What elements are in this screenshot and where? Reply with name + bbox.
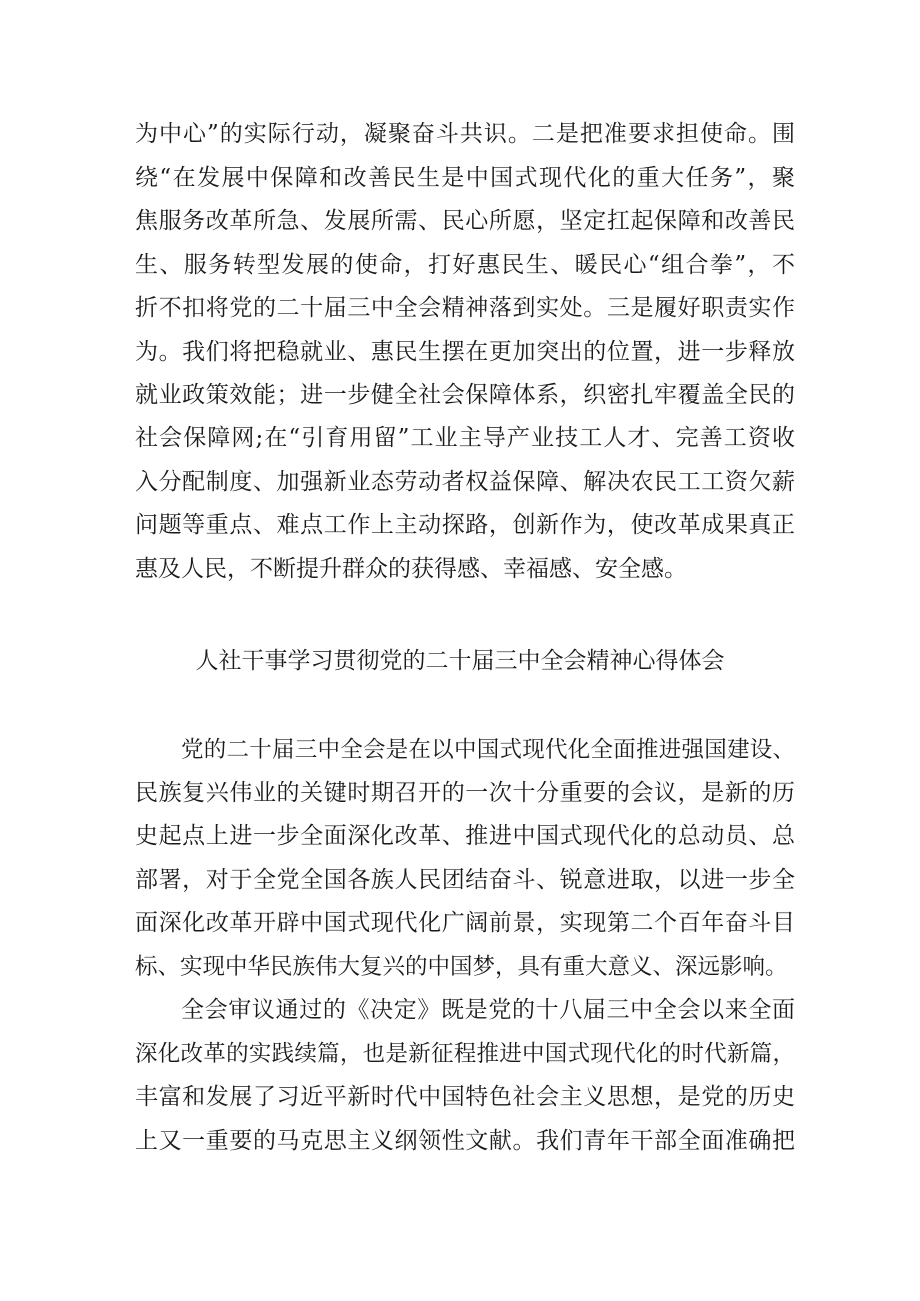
text-line: 民族复兴伟业的关键时期召开的一次十分重要的会议，是新的历 (135, 780, 795, 806)
text-line: 史起点上进一步全面深化改革、推进中国式现代化的总动员、总 (135, 823, 795, 849)
text-line: 绕“在发展中保障和改善民生是中国式现代化的重大任务”，聚 (135, 165, 795, 191)
text-line: 全会审议通过的《决定》既是党的十八届三中全会以来全面 (181, 997, 795, 1023)
text-line: 党的二十届三中全会是在以中国式现代化全面推进强国建设、 (181, 737, 795, 763)
text-line: 面深化改革开辟中国式现代化广阔前景，实现第二个百年奋斗目 (135, 910, 795, 936)
text-line: 折不扣将党的二十届三中全会精神落到实处。三是履好职责实作 (135, 295, 795, 321)
text-line: 丰富和发展了习近平新时代中国特色社会主义思想，是党的历史 (135, 1084, 795, 1110)
text-line: 入分配制度、加强新业态劳动者权益保障、解决农民工工资欠薪 (135, 469, 795, 495)
text-line: 标、实现中华民族伟大复兴的中国梦，具有重大意义、深远影响。 (135, 954, 788, 980)
text-line: 为。我们将把稳就业、惠民生摆在更加突出的位置，进一步释放 (135, 339, 795, 365)
text-line: 社会保障网;在“引育用留”工业主导产业技工人才、完善工资收 (135, 425, 795, 451)
text-line: 为中心”的实际行动，凝聚奋斗共识。二是把准要求担使命。围 (135, 121, 795, 147)
text-line: 就业政策效能；进一步健全社会保障体系，织密扎牢覆盖全民的 (135, 382, 795, 408)
text-line: 惠及人民，不断提升群众的获得感、幸福感、安全感。 (135, 556, 687, 582)
text-line: 生、服务转型发展的使命，打好惠民生、暖民心“组合拳”，不 (135, 252, 795, 278)
text-line: 深化改革的实践续篇，也是新征程推进中国式现代化的时代新篇， (135, 1041, 795, 1067)
text-line: 部署，对于全党全国各族人民团结奋斗、锐意进取，以进一步全 (135, 867, 795, 893)
text-line: 问题等重点、难点工作上主动探路，创新作为，使改革成果真正 (135, 512, 795, 538)
article-title: 人社干事学习贯彻党的二十届三中全会精神心得体会 (195, 648, 725, 674)
text-line: 焦服务改革所急、发展所需、民心所愿，坚定扛起保障和改善民 (135, 208, 795, 234)
text-line: 上又一重要的马克思主义纲领性文献。我们青年干部全面准确把 (135, 1128, 795, 1154)
